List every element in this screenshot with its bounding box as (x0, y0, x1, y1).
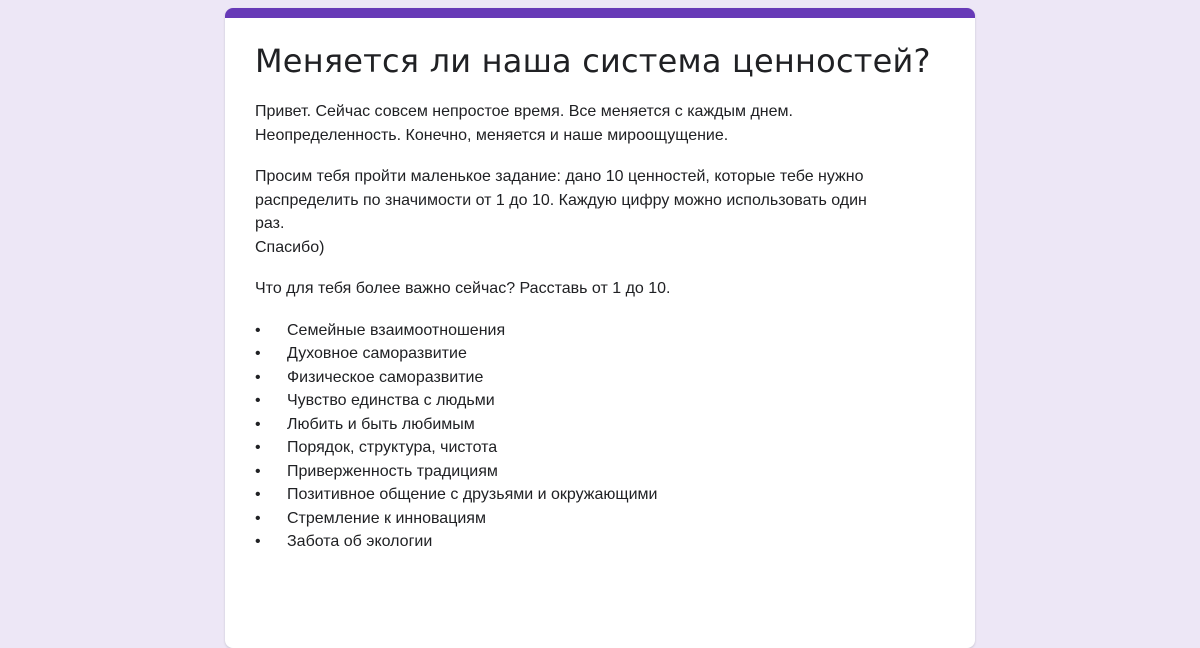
list-item (255, 319, 945, 343)
value-label: Семейные взаимоотношения (287, 321, 506, 339)
task-line: раз. (255, 215, 285, 232)
value-label: Позитивное общение с друзьями и окружающими (287, 486, 658, 503)
list-item (255, 342, 945, 366)
form-description (255, 100, 945, 554)
intro-line: Неопределенность. Конечно, меняется и наше мироощущение. (255, 126, 729, 144)
paragraph-gap (255, 259, 945, 277)
form-title: Меняется ли наша система ценностей? (255, 42, 931, 80)
intro-line: Привет. Сейчас совсем непростое время. Все меняется с каждым днем. (255, 103, 793, 120)
bullet-icon: • (255, 486, 261, 503)
list-item (255, 389, 945, 413)
bullet-icon: • (255, 415, 261, 433)
value-label: Порядок, структура, чистота (287, 439, 498, 456)
value-label: Забота об экологии (287, 533, 433, 550)
value-label: Физическое саморазвитие (287, 368, 484, 386)
bullet-icon: • (255, 392, 261, 409)
list-item (255, 530, 945, 554)
values-list (255, 319, 945, 554)
value-label: Приверженность традициям (287, 462, 498, 480)
paragraph-gap (255, 147, 945, 165)
paragraph-gap (255, 301, 945, 319)
list-item (255, 366, 945, 390)
bullet-icon: • (255, 533, 261, 550)
list-item (255, 436, 945, 460)
bullet-icon: • (255, 439, 261, 456)
bullet-icon: • (255, 321, 261, 339)
bullet-icon: • (255, 509, 261, 527)
question-text: Что для тебя более важно сейчас? Расставь от 1 до 10. (255, 280, 671, 297)
bullet-icon: • (255, 345, 261, 362)
form-header-card (225, 8, 975, 648)
form-accent-bar (225, 8, 975, 18)
task-line: Просим тебя пройти маленькое задание: дано 10 ценностей, которые тебе нужно (255, 168, 864, 185)
task-line: распределить по значимости от 1 до 10. Каждую цифру можно использовать один (255, 191, 867, 209)
value-label: Любить и быть любимым (287, 415, 475, 433)
value-label: Чувство единства с людьми (287, 392, 495, 409)
bullet-icon: • (255, 368, 261, 386)
task-line: Спасибо) (255, 238, 325, 256)
list-item (255, 413, 945, 437)
form-header-content (255, 38, 945, 554)
bullet-icon: • (255, 462, 261, 480)
list-item (255, 507, 945, 531)
value-label: Стремление к инновациям (287, 509, 486, 527)
list-item (255, 483, 945, 507)
value-label: Духовное саморазвитие (287, 345, 467, 362)
list-item (255, 460, 945, 484)
